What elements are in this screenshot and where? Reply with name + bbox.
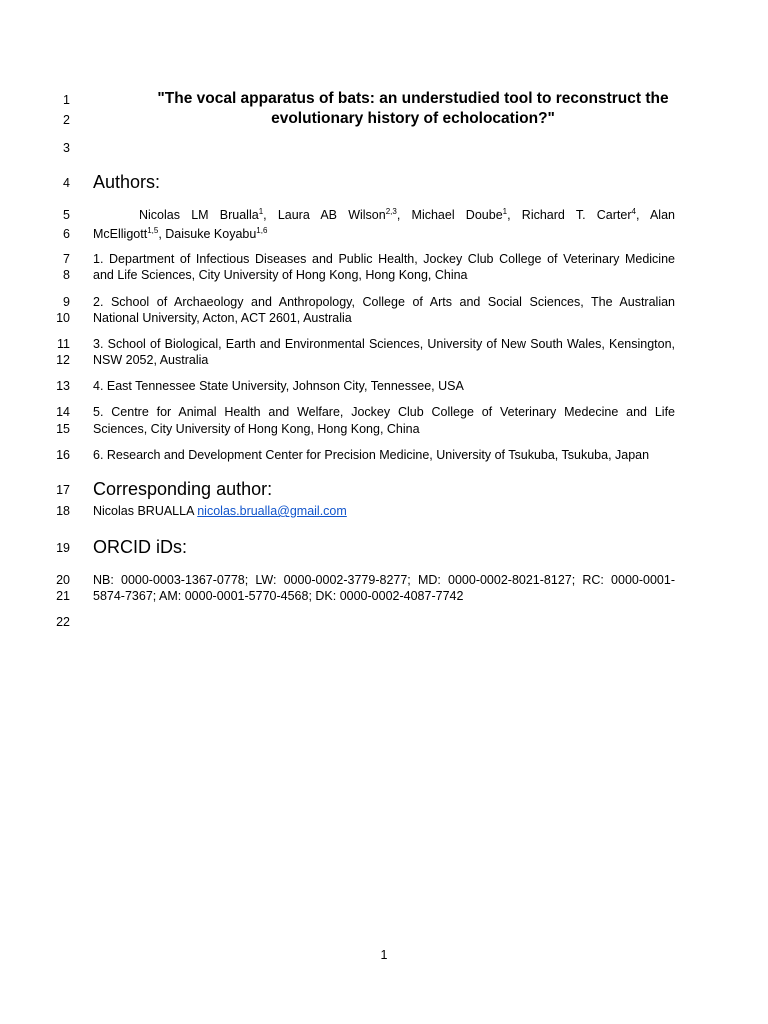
affiliation-3-line-1: 3. School of Biological, Earth and Environmental Sciences, University of New South Wales, Kensington, — [93, 337, 675, 351]
affiliation-1-line-2: and Life Sciences, City University of Hong Kong, Hong Kong, China — [93, 268, 468, 282]
author-affiliation: 1,5 — [147, 225, 159, 235]
orcid-heading: ORCID iDs: — [93, 537, 187, 557]
affiliation-4: 4. East Tennessee State University, Johnson City, Tennessee, USA — [93, 379, 464, 393]
author-name: Daisuke Koyabu — [165, 227, 257, 241]
line-number: 11 — [57, 337, 70, 351]
line-number: 22 — [56, 615, 70, 629]
line-number: 20 — [56, 573, 70, 587]
authors-heading: Authors: — [93, 172, 161, 192]
page-number: 1 — [380, 948, 388, 962]
line-number: 2 — [63, 113, 70, 127]
line-number: 9 — [63, 295, 70, 309]
line-number: 8 — [63, 268, 70, 282]
orcid-line-1: NB: 0000-0003-1367-0778; LW: 0000-0002-3779-8277; MD: 0000-0002-8021-8127; RC: 0000-0001- — [93, 573, 675, 587]
author-affiliation: 1,6 — [256, 225, 268, 235]
line-number: 16 — [56, 448, 70, 462]
author-name: McElligott — [93, 227, 148, 241]
author-affiliation: 4 — [631, 206, 636, 216]
author-name: Alan — [649, 208, 675, 222]
corresponding-author-heading: Corresponding author: — [93, 479, 273, 499]
line-number: 19 — [56, 541, 70, 555]
line-number: 1 — [63, 93, 70, 107]
author-name: Michael Doube — [411, 208, 503, 222]
orcid-line-2: 5874-7367; AM: 0000-0001-5770-4568; DK: 0000-0002-4087-7742 — [93, 589, 464, 603]
affiliation-5-line-2: Sciences, City University of Hong Kong, Hong Kong, China — [93, 422, 420, 436]
affiliation-1-line-1: 1. Department of Infectious Diseases and Public Health, Jockey Club College of Veterinary Medicine — [93, 252, 675, 266]
author-name: Richard T. Carter — [521, 208, 632, 222]
line-number: 18 — [56, 504, 70, 518]
paper-title-line-2: evolutionary history of echolocation?" — [271, 110, 555, 127]
line-number: 13 — [56, 379, 70, 393]
author-name: Nicolas LM Brualla — [139, 208, 259, 222]
line-number: 3 — [63, 141, 70, 155]
line-number: 15 — [56, 422, 70, 436]
author-list-line-1: Nicolas LM Brualla$^1$, Laura AB Wilson$^{2,3}$, Michael Doube$^1$, Richard T. Carter$^4$, Alan — [139, 206, 675, 222]
line-number: 5 — [63, 208, 70, 222]
paper-title-line-1: "The vocal apparatus of bats: an understudied tool to reconstruct the — [157, 90, 669, 107]
line-number: 21 — [56, 589, 70, 603]
affiliation-2-line-2: National University, Acton, ACT 2601, Australia — [93, 311, 352, 325]
author-affiliation: 1 — [258, 206, 264, 216]
line-number: 10 — [56, 311, 70, 325]
affiliation-6: 6. Research and Development Center for Precision Medicine, University of Tsukuba, Tsukuba, Japan — [93, 448, 650, 462]
line-number: 4 — [63, 176, 70, 190]
line-number: 7 — [63, 252, 70, 266]
affiliation-3-line-2: NSW 2052, Australia — [93, 353, 209, 367]
author-affiliation: 1 — [502, 206, 508, 216]
line-number: 12 — [56, 353, 70, 367]
corresponding-author-name: Nicolas BRUALLA — [93, 504, 194, 518]
line-number: 6 — [63, 227, 70, 241]
author-affiliation: 2,3 — [385, 206, 397, 216]
author-name: Laura AB Wilson — [277, 208, 386, 222]
affiliation-2-line-1: 2. School of Archaeology and Anthropology, College of Arts and Social Sciences, The Australian — [93, 295, 675, 309]
corresponding-author-line — [93, 503, 675, 519]
affiliation-5-line-1: 5. Centre for Animal Health and Welfare, Jockey Club College of Veterinary Medecine and Life — [93, 405, 675, 419]
line-number: 17 — [56, 483, 70, 497]
author-list-line-2: McElligott$^{1,5}$, Daisuke Koyabu$^{1,6}$ — [93, 225, 268, 241]
corresponding-author-email-link[interactable]: nicolas.brualla@gmail.com — [197, 504, 347, 518]
line-number: 14 — [56, 405, 70, 419]
